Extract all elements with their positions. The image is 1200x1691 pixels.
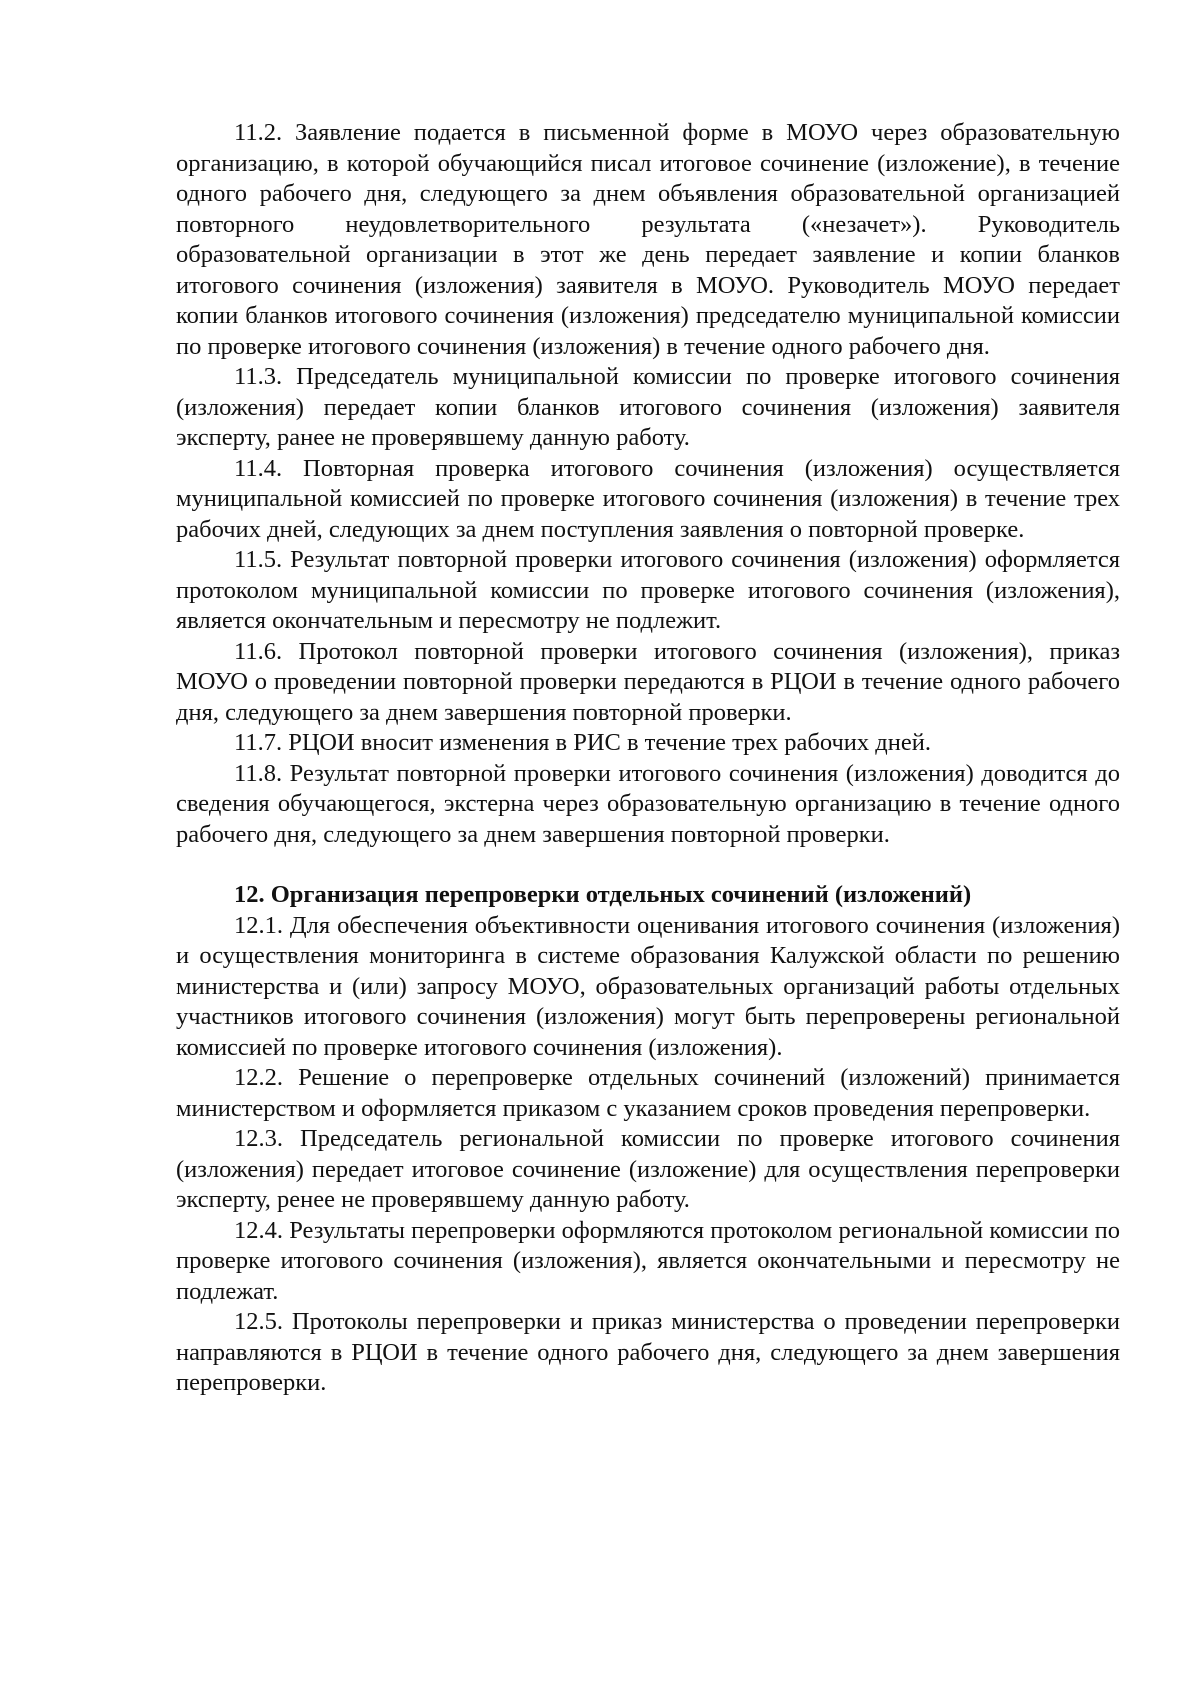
paragraph-11-4: 11.4. Повторная проверка итогового сочинения (изложения) осуществляется муниципальной комиссией по проверке итогового сочинения (изложения) в течение трех рабочих дней, следующих за днем поступления заявления о повторной проверке.	[176, 454, 1120, 543]
paragraph-11-5: 11.5. Результат повторной проверки итогового сочинения (изложения) оформляется протоколом муниципальной комиссии по проверке итогового сочинения (изложения), является окончательным и пересмотру не подлежит.	[176, 546, 1120, 634]
paragraph-12-2: 12.2. Решение о перепроверке отдельных сочинений (изложений) принимается министерством и оформляется приказом с указанием сроков проведения перепроверки.	[176, 1064, 1120, 1122]
paragraph-11-2: 11.2. Заявление подается в письменной форме в МОУО через образовательную организацию, в которой обучающийся писал итоговое сочинение (изложение), в течение одного рабочего дня, следующего за днем объявления образовательной организацией повторного неудовлетворительного результата («незачет»). Руководитель образовательной организации в этот же день передает заявление и копии бланков итогового сочинения (изложения) заявителя в МОУО. Руководитель МОУО передает копии бланков итогового сочинения (изложения) председателю муниципальной комиссии по проверке итогового сочинения (изложения) в течение одного рабочего дня.	[176, 119, 1120, 360]
paragraph-11-6: 11.6. Протокол повторной проверки итогового сочинения (изложения), приказ МОУО о проведении повторной проверки передаются в РЦОИ в течение одного рабочего дня, следующего за днем завершения повторной проверки.	[176, 637, 1120, 726]
paragraph-12-4: 12.4. Результаты перепроверки оформляются протоколом региональной комиссии по проверке итогового сочинения (изложения), является окончательными и пересмотру не подлежат.	[176, 1216, 1120, 1305]
paragraph-12-3: 12.3. Председатель региональной комиссии по проверке итогового сочинения (изложения) передает итоговое сочинение (изложение) для осуществления перепроверки эксперту, ренее не проверявшему данную работу.	[176, 1125, 1120, 1213]
paragraph-11-8: 11.8. Результат повторной проверки итогового сочинения (изложения) доводится до сведения обучающегося, экстерна через образовательную организацию в течение одного рабочего дня, следующего за днем завершения повторной проверки.	[176, 759, 1120, 848]
section-spacer	[176, 850, 1120, 880]
paragraph-12-5: 12.5. Протоколы перепроверки и приказ министерства о проведении перепроверки направляются в РЦОИ в течение одного рабочего дня, следующего за днем завершения перепроверки.	[176, 1308, 1120, 1396]
paragraph-11-7: 11.7. РЦОИ вносит изменения в РИС в течение трех рабочих дней.	[234, 729, 931, 756]
document-body	[176, 118, 1120, 1399]
paragraph-12-1: 12.1. Для обеспечения объективности оценивания итогового сочинения (изложения) и осуществления мониторинга в системе образования Калужской области по решению министерства и (или) запросу МОУО, образовательных организаций работы отдельных участников итогового сочинения (изложения) могут быть перепроверены региональной комиссией по проверке итогового сочинения (изложения).	[176, 911, 1120, 1061]
section-12-heading: 12. Организация перепроверки отдельных сочинений (изложений)	[234, 881, 972, 908]
paragraph-11-3: 11.3. Председатель муниципальной комиссии по проверке итогового сочинения (изложения) передает копии бланков итогового сочинения (изложения) заявителя эксперту, ранее не проверявшему данную работу.	[176, 363, 1120, 451]
